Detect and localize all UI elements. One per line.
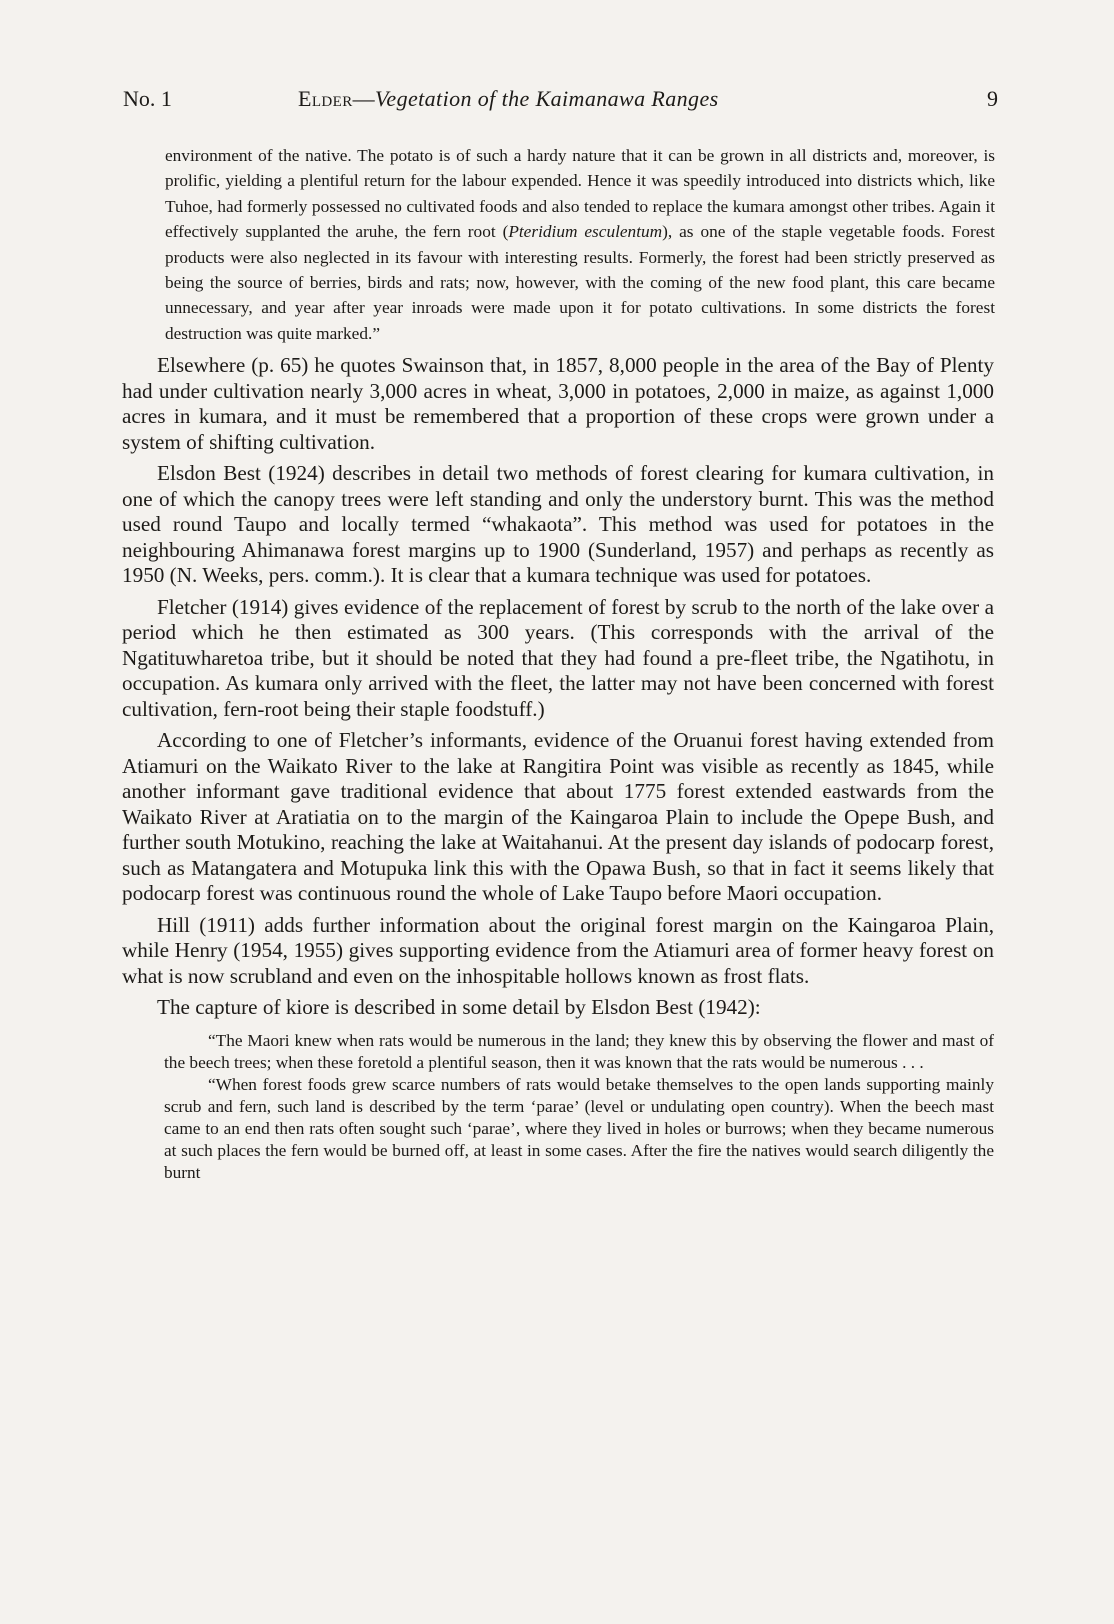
block-quote-rats: “The Maori knew when rats would be numerous in the land; they knew this by observing the flower and mast of the beech trees; when these foretold a plentiful season, then it was known that the rats would be numerous . . . [164,1030,994,1072]
article-title: Vegetation of the Kaimanawa Ranges [375,86,719,111]
running-title [298,86,719,112]
author-name: Elder [298,86,353,111]
block-quote-continued [165,143,995,346]
paragraph-swainson: Elsewhere (p. 65) he quotes Swainson that, in 1857, 8,000 people in the area of the Bay of Plenty had under cultivation nearly 3,000 acres in wheat, 3,000 in potatoes, 2,000 in maize, as against 1,000 acres in kumara, and it must be remembered that a proportion of these crops were grown under a system of shifting cultivation. [122,353,994,454]
paragraph-fletcher: Fletcher (1914) gives evidence of the replacement of forest by scrub to the north of the lake over a period which he then estimated as 300 years. (This corresponds with the arrival of the Ngatituwharetoa tribe, but it should be noted that they had found a pre-fleet tribe, the Ngatihotu, in occupation. As kumara only arrived with the fleet, the latter may not have been concerned with forest cultivation, fern-root being their staple foodstuff.) [122,594,994,721]
block-quote-open-lands: “When forest foods grew scarce numbers of rats would betake themselves to the open lands supporting mainly scrub and fern, such land is described by the term ‘parae’ (level or undulating open country). When the beech mast came to an end then rats often sought such ‘parae’, where they lived in holes or burrows; when they became numerous at such places the fern would be burned off, at least in some cases. After the fire the natives would search diligently the burnt [164,1074,994,1182]
paragraph-kiore-capture: The capture of kiore is described in some detail by Elsdon Best (1942): [157,995,761,1020]
quote-text-part-1: environment of the native. The potato is of such a hardy nature that it can be grown in all districts and, moreover, is prolific, yielding a plentiful return for the labour expended. Hence it was speedily introduced into districts which, like Tuhoe, had formerly possessed no cultivated foods and also tended to replace the kumara amongst other tribes. Again it effectively supplanted the aruhe, the fern root ( [165,146,995,242]
paragraph-kaingaroa-plain: Hill (1911) adds further information about the original forest margin on the Kaingaroa Plain, while Henry (1954, 1955) gives supporting evidence from the Atiamuri area of former heavy forest on what is now scrubland and even on the inhospitable hollows known as frost flats. [122,912,994,988]
title-dash: — [352,86,376,111]
paragraph-oruanui-forest: According to one of Fletcher’s informants, evidence of the Oruanui forest having extended from Atiamuri on the Waikato River to the lake at Rangitira Point was visible as recently as 1845, while another informant gave traditional evidence that about 1775 forest extended eastwards from the Waikato River at Aratiatia on to the margin of the Kaingaroa Plain to include the Opepe Bush, and further south Motukino, reaching the lake at Waitahanui. At the present day islands of podocarp forest, such as Matangatera and Motupuka link this with the Opawa Bush, so that in fact it seems likely that podocarp forest was continuous round the whole of Lake Taupo before Maori occupation. [122,728,994,906]
quote-text-part-2: ), as one of the staple vegetable foods. Forest products were also neglected in its favour with interesting results. Formerly, the forest had been strictly preserved as being the source of berries, birds and rats; now, however, with the coming of the new food plant, this care became unnecessary, and year after year inroads were made upon it for potato cultivations. In some districts the forest destruction was quite marked.” [165,222,995,343]
issue-number: No. 1 [123,86,172,111]
paragraph-forest-clearing: Elsdon Best (1924) describes in detail two methods of forest clearing for kumara cultivation, in one of which the canopy trees were left standing and only the understory burnt. This was the method used round Taupo and locally termed “whakaota”. This method was used for potatoes in the neighbouring Ahimanawa forest margins up to 1900 (Sunderland, 1957) and perhaps as recently as 1950 (N. Weeks, pers. comm.). It is clear that a kumara technique was used for potatoes. [122,461,994,588]
species-name: Pteridium esculentum [508,222,663,242]
body-text [122,143,994,1184]
page-number: 9 [987,86,998,111]
running-header [123,86,998,118]
